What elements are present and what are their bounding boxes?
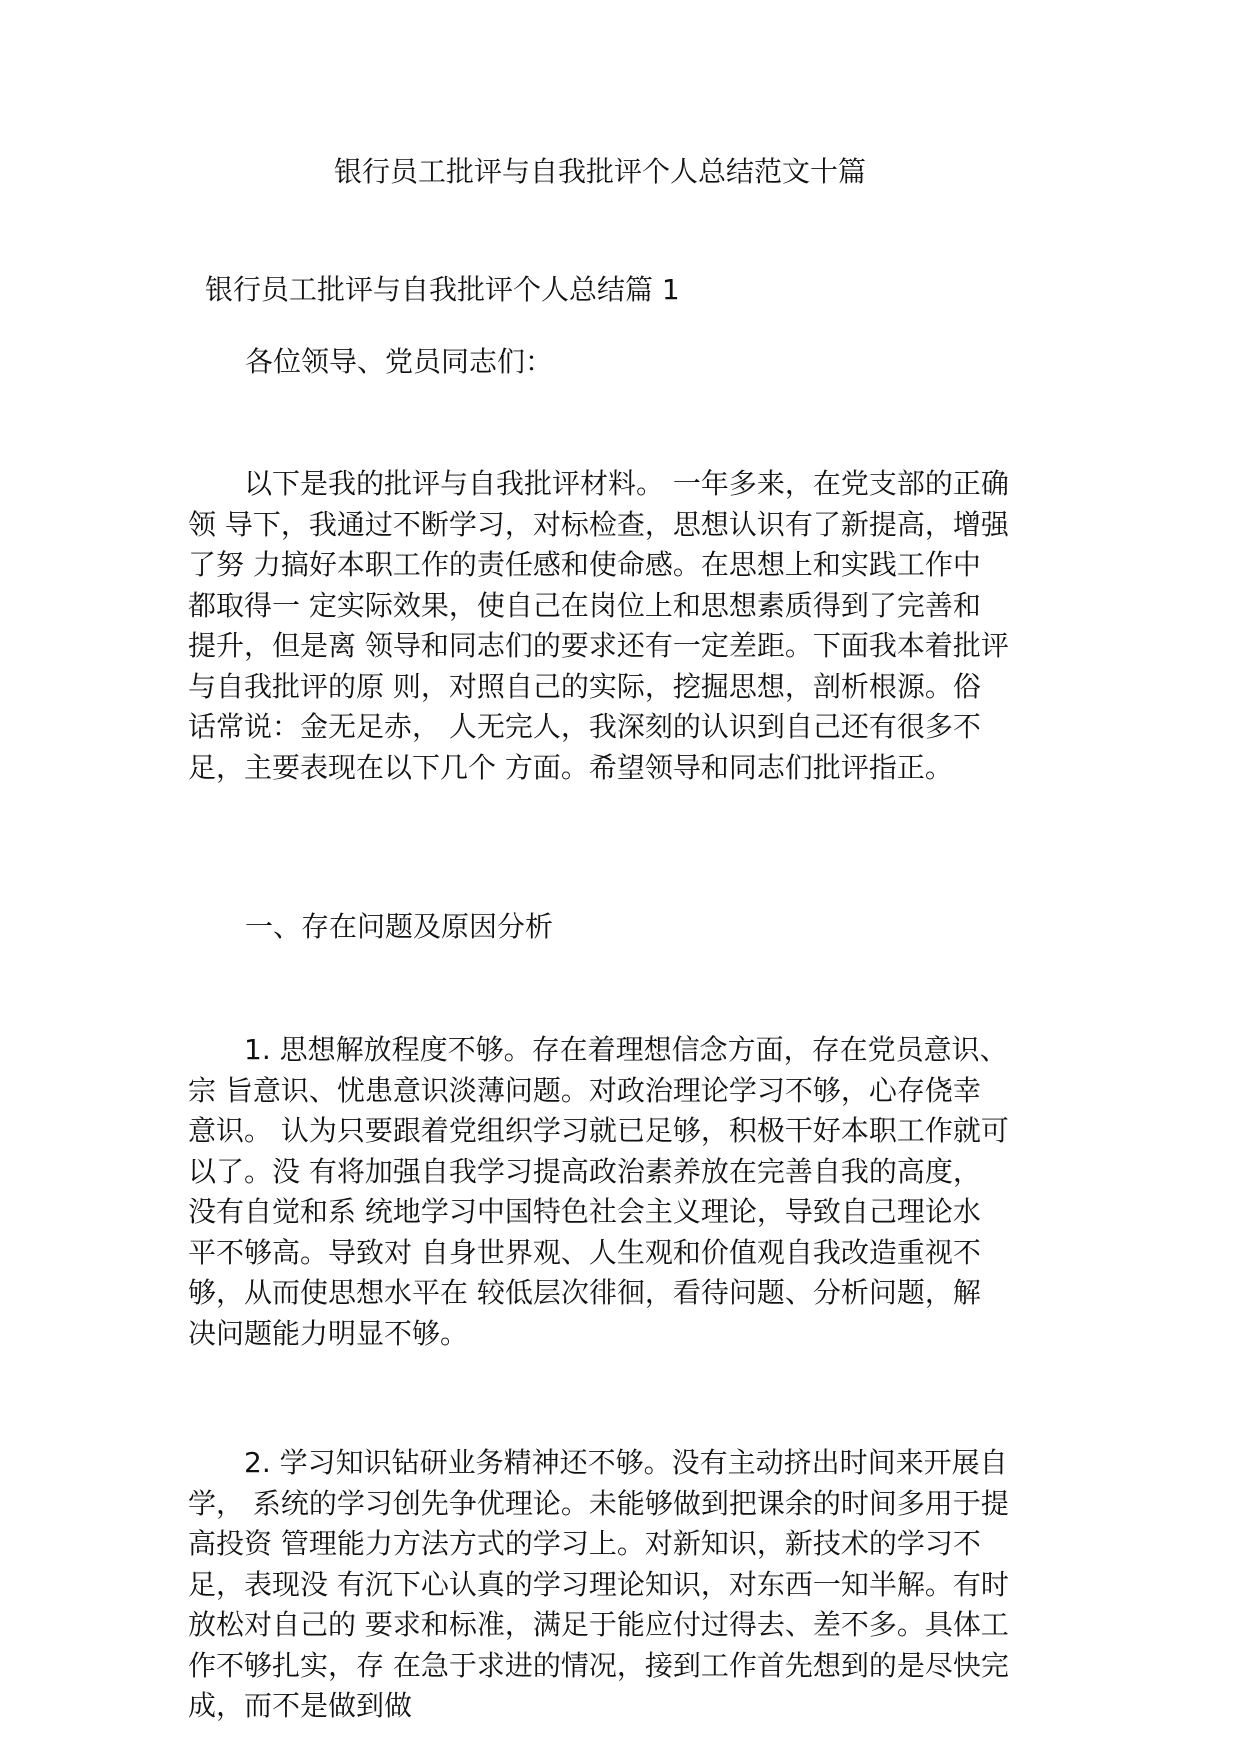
paragraph-line: 意识。 认为只要跟着党组织学习就已足够，积极干好本职工作就可	[188, 1114, 1009, 1147]
paragraph-line: 1. 思想解放程度不够。存在着理想信念方面，存在党员意识、	[244, 1033, 1008, 1066]
paragraph-point-1	[188, 1030, 1078, 1354]
section-title: 银行员工批评与自我批评个人总结篇 1	[205, 273, 680, 306]
paragraph-line: 平不够高。导致对 自身世界观、人生观和价值观自我改造重视不	[188, 1235, 981, 1269]
paragraph-line: 宗 旨意识、忧患意识淡薄问题。对政治理论学习不够，心存侥幸	[188, 1073, 981, 1107]
paragraph-line: 放松对自己的 要求和标准，满足于能应付过得去、差不多。具体工	[188, 1608, 1009, 1641]
paragraph-line: 话常说：金无足赤， 人无完人，我深刻的认识到自己还有很多不	[188, 710, 981, 743]
greeting-line: 各位领导、党员同志们：	[245, 345, 554, 378]
paragraph-line: 足，表现没 有沉下心认真的学习理论知识，对东西一知半解。有时	[188, 1567, 1009, 1601]
paragraph-line: 了努 力搞好本职工作的责任感和使命感。在思想上和实践工作中	[188, 548, 981, 581]
paragraph-line: 2. 学习知识钻研业务精神还不够。没有主动挤出时间来开展自	[244, 1446, 1008, 1479]
paragraph-intro	[188, 464, 1078, 788]
paragraph-point-2	[188, 1443, 1078, 1727]
paragraph-line: 决问题能力明显不够。	[188, 1316, 469, 1350]
paragraph-line: 以了。没 有将加强自我学习提高政治素养放在完善自我的高度，	[188, 1154, 981, 1188]
paragraph-line: 学， 系统的学习创先争优理论。未能够做到把课余的时间多用于提	[188, 1486, 1009, 1520]
paragraph-line: 足，主要表现在以下几个 方面。希望领导和同志们批评指正。	[188, 750, 953, 784]
paragraph-line: 与自我批评的原 则，对照自己的实际，挖掘思想，剖析根源。俗	[188, 669, 981, 703]
paragraph-line: 成，而不是做到做	[188, 1689, 413, 1722]
paragraph-line: 都取得一 定实际效果，使自己在岗位上和思想素质得到了完善和	[188, 588, 981, 622]
paragraph-line: 够，从而使思想水平在 较低层次徘徊，看待问题、分析问题，解	[188, 1276, 981, 1309]
paragraph-line: 以下是我的批评与自我批评材料。 一年多来，在党支部的正确	[244, 467, 1009, 500]
paragraph-line: 高投资 管理能力方法方式的学习上。对新知识，新技术的学习不	[188, 1527, 981, 1560]
paragraph-line: 提升，但是离 领导和同志们的要求还有一定差距。下面我本着批评	[188, 629, 1009, 662]
paragraph-line: 没有自觉和系 统地学习中国特色社会主义理论，导致自己理论水	[188, 1195, 981, 1228]
paragraph-line: 作不够扎实，存 在急于求进的情况，接到工作首先想到的是尽快完	[188, 1648, 1009, 1682]
paragraph-line: 领 导下，我通过不断学习，对标检查，思想认识有了新提高，增强	[188, 507, 1009, 541]
heading-problems: 一、存在问题及原因分析	[245, 910, 554, 943]
document-title: 银行员工批评与自我批评个人总结范文十篇	[333, 155, 866, 188]
